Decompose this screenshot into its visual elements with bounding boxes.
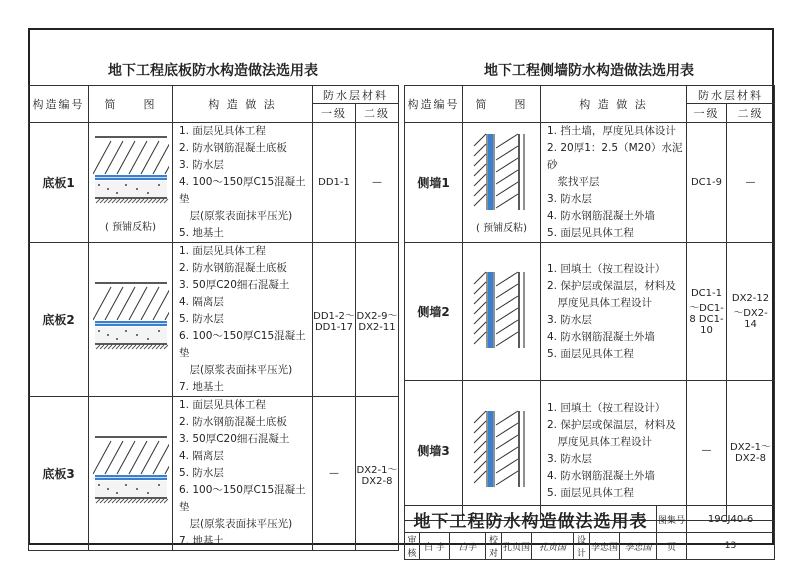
grade1-material: DC1-1～DC1-8 DC1-10	[687, 243, 727, 381]
method-step: 1. 回填土（按工程设计）	[547, 401, 666, 414]
construction-code: 底板2	[29, 243, 89, 397]
method-step: 4. 防水钢筋混凝土外墙	[547, 330, 655, 343]
wall-table	[404, 85, 775, 521]
grade2-material: DX2-1～DX2-8	[727, 381, 775, 521]
header-grade1: 一级	[313, 104, 356, 123]
header-figure: 简 图	[89, 86, 173, 123]
method-steps	[173, 243, 313, 397]
method-step: 2. 保护层或保温层，材料及	[547, 279, 676, 292]
wall-section-diagram	[463, 409, 540, 492]
reviewer-signature: 白宇	[450, 533, 486, 560]
header-grade1: 一级	[687, 104, 727, 123]
wall-table-title: 地下工程侧墙防水构造做法选用表	[484, 63, 694, 79]
header-code: 构造编号	[405, 86, 463, 123]
header-material: 防水层材料	[313, 86, 399, 104]
method-step: 3. 防水层	[179, 159, 224, 171]
method-step: 6. 100～150厚C15混凝土垫	[179, 484, 306, 513]
method-steps	[541, 381, 687, 521]
method-step: 1. 面层见具体工程	[179, 399, 266, 411]
floor-section-diagram	[89, 433, 172, 514]
floor-table-title: 地下工程底板防水构造做法选用表	[108, 63, 318, 79]
title-block	[404, 505, 775, 560]
method-step: 5. 面层见具体工程	[547, 347, 634, 360]
method-step: 4. 100～150厚C15混凝土垫	[179, 176, 306, 205]
floor-section-diagram	[89, 133, 172, 214]
grade1-material: DC1-9	[687, 123, 727, 243]
figure-caption: ( 预铺反粘)	[105, 221, 156, 233]
wall-section-diagram	[463, 270, 540, 353]
grade2-material: —	[727, 123, 775, 243]
grade1-material: —	[687, 381, 727, 521]
method-step: 3. 50厚C20细石混凝土	[179, 433, 290, 445]
drawing-title: 地下工程防水构造做法选用表	[405, 506, 657, 533]
grade2-material: —	[356, 123, 399, 243]
header-grade2: 二级	[727, 104, 775, 123]
construction-code: 侧墙2	[405, 243, 463, 381]
method-step: 4. 隔离层	[179, 450, 224, 462]
floor-table	[28, 85, 399, 551]
atlas-number: 19CJ40-6	[687, 506, 775, 533]
method-steps	[173, 123, 313, 243]
grade2-material: DX2-12～DX2-14	[727, 243, 775, 381]
method-step: 4. 防水钢筋混凝土外墙	[547, 210, 655, 222]
table-row	[29, 243, 399, 397]
check-label: 校对	[486, 533, 502, 560]
floor-section-diagram	[89, 279, 172, 360]
grade1-material: DD1-2～DD1-17	[313, 243, 356, 397]
designer-name: 李忠国	[590, 533, 620, 560]
table-row	[405, 243, 775, 381]
design-label: 设计	[574, 533, 590, 560]
table-row	[405, 381, 775, 521]
method-step: 层(原浆表面抹平压光)	[179, 518, 293, 530]
method-step: 4. 防水钢筋混凝土外墙	[547, 469, 655, 482]
method-step: 5. 防水层	[179, 467, 224, 479]
construction-code: 侧墙1	[405, 123, 463, 243]
method-steps	[541, 243, 687, 381]
method-step: 浆找平层	[547, 176, 600, 188]
method-steps	[541, 123, 687, 243]
reviewer-name: 白 宇	[420, 533, 450, 560]
review-label: 审核	[405, 533, 420, 560]
grade1-material: DD1-1	[313, 123, 356, 243]
section-figure	[463, 123, 541, 243]
header-method: 构 造 做 法	[173, 86, 313, 123]
grade2-material: DX2-9～DX2-11	[356, 243, 399, 397]
header-code: 构造编号	[29, 86, 89, 123]
method-step: 2. 保护层或保温层，材料及	[547, 418, 676, 431]
method-steps	[173, 397, 313, 551]
figure-caption: ( 预铺反粘)	[476, 222, 527, 234]
grade2-material: DX2-1～DX2-8	[356, 397, 399, 551]
table-row	[29, 123, 399, 243]
method-step: 5. 地基土	[179, 227, 224, 239]
construction-code: 侧墙3	[405, 381, 463, 521]
designer-signature: 李忠国	[620, 533, 657, 560]
method-step: 2. 防水钢筋混凝土底板	[179, 416, 287, 428]
method-step: 7. 地基土	[179, 535, 224, 547]
method-step: 3. 防水层	[547, 313, 592, 326]
checker-name: 孔贞国	[502, 533, 532, 560]
method-step: 3. 防水层	[547, 452, 592, 465]
method-step: 3. 50厚C20细石混凝土	[179, 279, 290, 291]
method-step: 1. 面层见具体工程	[179, 245, 266, 257]
method-step: 5. 面层见具体工程	[547, 227, 634, 239]
method-step: 层(原浆表面抹平压光)	[179, 364, 293, 376]
header-figure: 简 图	[463, 86, 541, 123]
method-step: 5. 防水层	[179, 313, 224, 325]
method-step: 1. 挡土墙，厚度见具体设计	[547, 125, 676, 137]
header-material: 防水层材料	[687, 86, 775, 104]
construction-code: 底板3	[29, 397, 89, 551]
method-step: 厚度见具体工程设计	[547, 296, 652, 309]
header-method: 构 造 做 法	[541, 86, 687, 123]
method-step: 5. 面层见具体工程	[547, 486, 634, 499]
header-grade2: 二级	[356, 104, 399, 123]
table-row	[405, 123, 775, 243]
section-figure	[89, 397, 173, 551]
atlas-label: 图集号	[657, 506, 687, 533]
grade1-material: —	[313, 397, 356, 551]
method-step: 7. 地基土	[179, 381, 224, 393]
method-step: 2. 防水钢筋混凝土底板	[179, 142, 287, 154]
method-step: 1. 面层见具体工程	[179, 125, 266, 137]
section-figure	[89, 123, 173, 243]
method-step: 3. 防水层	[547, 193, 592, 205]
section-figure	[463, 243, 541, 381]
table-row	[29, 397, 399, 551]
wall-section-diagram	[463, 132, 540, 215]
method-step: 2. 20厚1：2.5（M20）水泥砂	[547, 142, 683, 171]
method-step: 6. 100～150厚C15混凝土垫	[179, 330, 306, 359]
section-figure	[463, 381, 541, 521]
method-step: 层(原浆表面抹平压光)	[179, 210, 293, 222]
method-step: 2. 防水钢筋混凝土底板	[179, 262, 287, 274]
method-step: 厚度见具体工程设计	[547, 435, 652, 448]
section-figure	[89, 243, 173, 397]
construction-code: 底板1	[29, 123, 89, 243]
page-label: 页	[657, 533, 687, 560]
checker-signature: 孔贞国	[532, 533, 574, 560]
method-step: 1. 回填土（按工程设计）	[547, 262, 666, 275]
method-step: 4. 隔离层	[179, 296, 224, 308]
page-number: 13	[687, 533, 775, 560]
